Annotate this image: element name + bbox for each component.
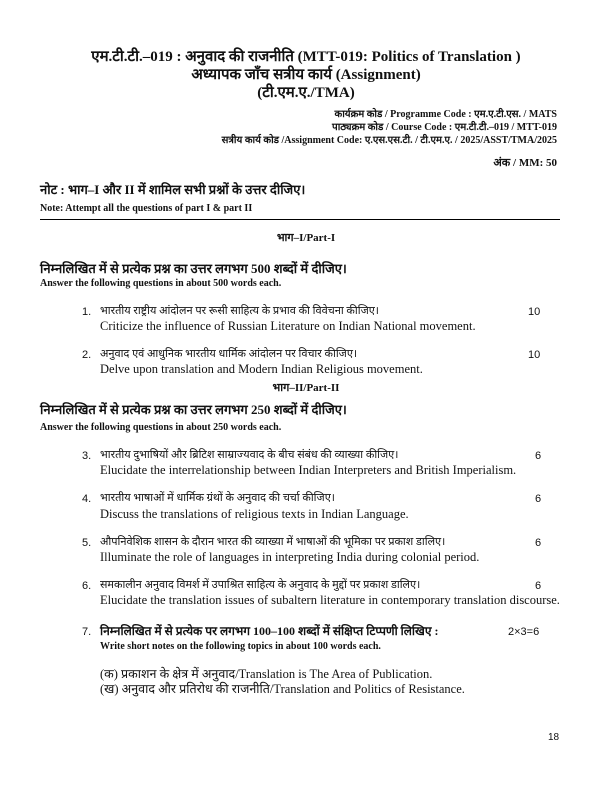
question-english: Elucidate the interrelationship between Indian Interpreters and British Imperialism. (100, 463, 517, 477)
document-subtitle: अध्यापक जाँच सत्रीय कार्य (Assignment) (191, 67, 421, 83)
short-note-item: (ख) अनुवाद और प्रतिरोध की राजनीति/Translation and Politics of Resistance. (100, 682, 465, 696)
question-number: 7. (82, 626, 92, 638)
question-english: Write short notes on the following topics in about 100 words each. (100, 641, 381, 652)
question-number: 2. (82, 349, 92, 361)
question-marks: 2×3=6 (508, 626, 540, 638)
question-marks: 6 (535, 450, 542, 462)
note-english: Note: Attempt all the questions of part I & part II (40, 203, 253, 214)
part1-instruction-english: Answer the following questions in about 500 words each. (40, 278, 282, 289)
part1-heading: भाग–I/Part-I (276, 232, 336, 244)
question-hindi: भारतीय भाषाओं में धार्मिक ग्रंथों के अनुवाद की चर्चा कीजिए। (100, 492, 335, 504)
page-number: 18 (548, 732, 560, 743)
question-hindi: भारतीय दुभाषियों और ब्रिटिश साम्राज्यवाद के बीच संबंध की व्याख्या कीजिए। (100, 449, 399, 461)
question-marks: 6 (535, 580, 542, 592)
question-marks: 6 (535, 493, 542, 505)
question-hindi: अनुवाद एवं आधुनिक भारतीय धार्मिक आंदोलन पर विचार कीजिए। (100, 348, 358, 360)
question-number: 1. (82, 306, 92, 318)
short-note-item: (क) प्रकाशन के क्षेत्र में अनुवाद/Translation is The Area of Publication. (100, 667, 433, 681)
max-marks: अंक / MM: 50 (493, 157, 557, 169)
question-number: 5. (82, 537, 92, 549)
tma-label: (टी.एम.ए./TMA) (257, 85, 355, 101)
question-number: 6. (82, 580, 92, 592)
part2-instruction-english: Answer the following questions in about 250 words each. (40, 422, 282, 433)
question-marks: 10 (528, 349, 541, 361)
question-english: Elucidate the translation issues of subaltern literature in contemporary translation discourse. (100, 593, 560, 607)
part2-instruction-hindi: निम्नलिखित में से प्रत्येक प्रश्न का उत्तर लगभग 250 शब्दों में दीजिए। (40, 402, 347, 417)
question-english: Criticize the influence of Russian Literature on Indian National movement. (100, 319, 476, 333)
note-hindi: नोट : भाग–I और II में शामिल सभी प्रश्नों के उत्तर दीजिए। (40, 182, 306, 197)
question-number: 3. (82, 450, 92, 462)
question-english: Illuminate the role of languages in interpreting India during colonial period. (100, 550, 480, 564)
programme-code: कार्यक्रम कोड / Programme Code : एम.ए.टी.एस. / MATS (334, 109, 557, 120)
question-hindi: औपनिवेशिक शासन के दौरान भारत की व्याख्या में भाषाओं की भूमिका पर प्रकाश डालिए। (100, 536, 446, 548)
part2-heading: भाग–II/Part-II (272, 382, 340, 394)
assignment-code: सत्रीय कार्य कोड /Assignment Code: ए.एस.एस.टी. / टी.एम.ए. / 2025/ASST/TMA/2025 (221, 135, 557, 146)
question-marks: 6 (535, 537, 542, 549)
question-number: 4. (82, 493, 92, 505)
question-english: Delve upon translation and Modern Indian Religious movement. (100, 362, 423, 376)
question-hindi: भारतीय राष्ट्रीय आंदोलन पर रूसी साहित्य के प्रभाव की विवेचना कीजिए। (100, 305, 379, 317)
course-code: पाठ्यक्रम कोड / Course Code : एम.टी.टी.–019 / MTT-019 (332, 122, 557, 133)
divider (40, 219, 560, 220)
question-english: Discuss the translations of religious texts in Indian Language. (100, 507, 409, 521)
document-title: एम.टी.टी.–019 : अनुवाद की राजनीति (MTT-019: Politics of Translation ) (91, 49, 521, 65)
part1-instruction-hindi: निम्नलिखित में से प्रत्येक प्रश्न का उत्तर लगभग 500 शब्दों में दीजिए। (40, 261, 347, 276)
question-hindi: समकालीन अनुवाद विमर्श में उपाश्रित साहित्य के अनुवाद के मुद्दों पर प्रकाश डालिए। (100, 579, 421, 591)
question-hindi: निम्नलिखित में से प्रत्येक पर लगभग 100–100 शब्दों में संक्षिप्त टिप्पणी लिखिए : (100, 624, 439, 638)
question-marks: 10 (528, 306, 541, 318)
